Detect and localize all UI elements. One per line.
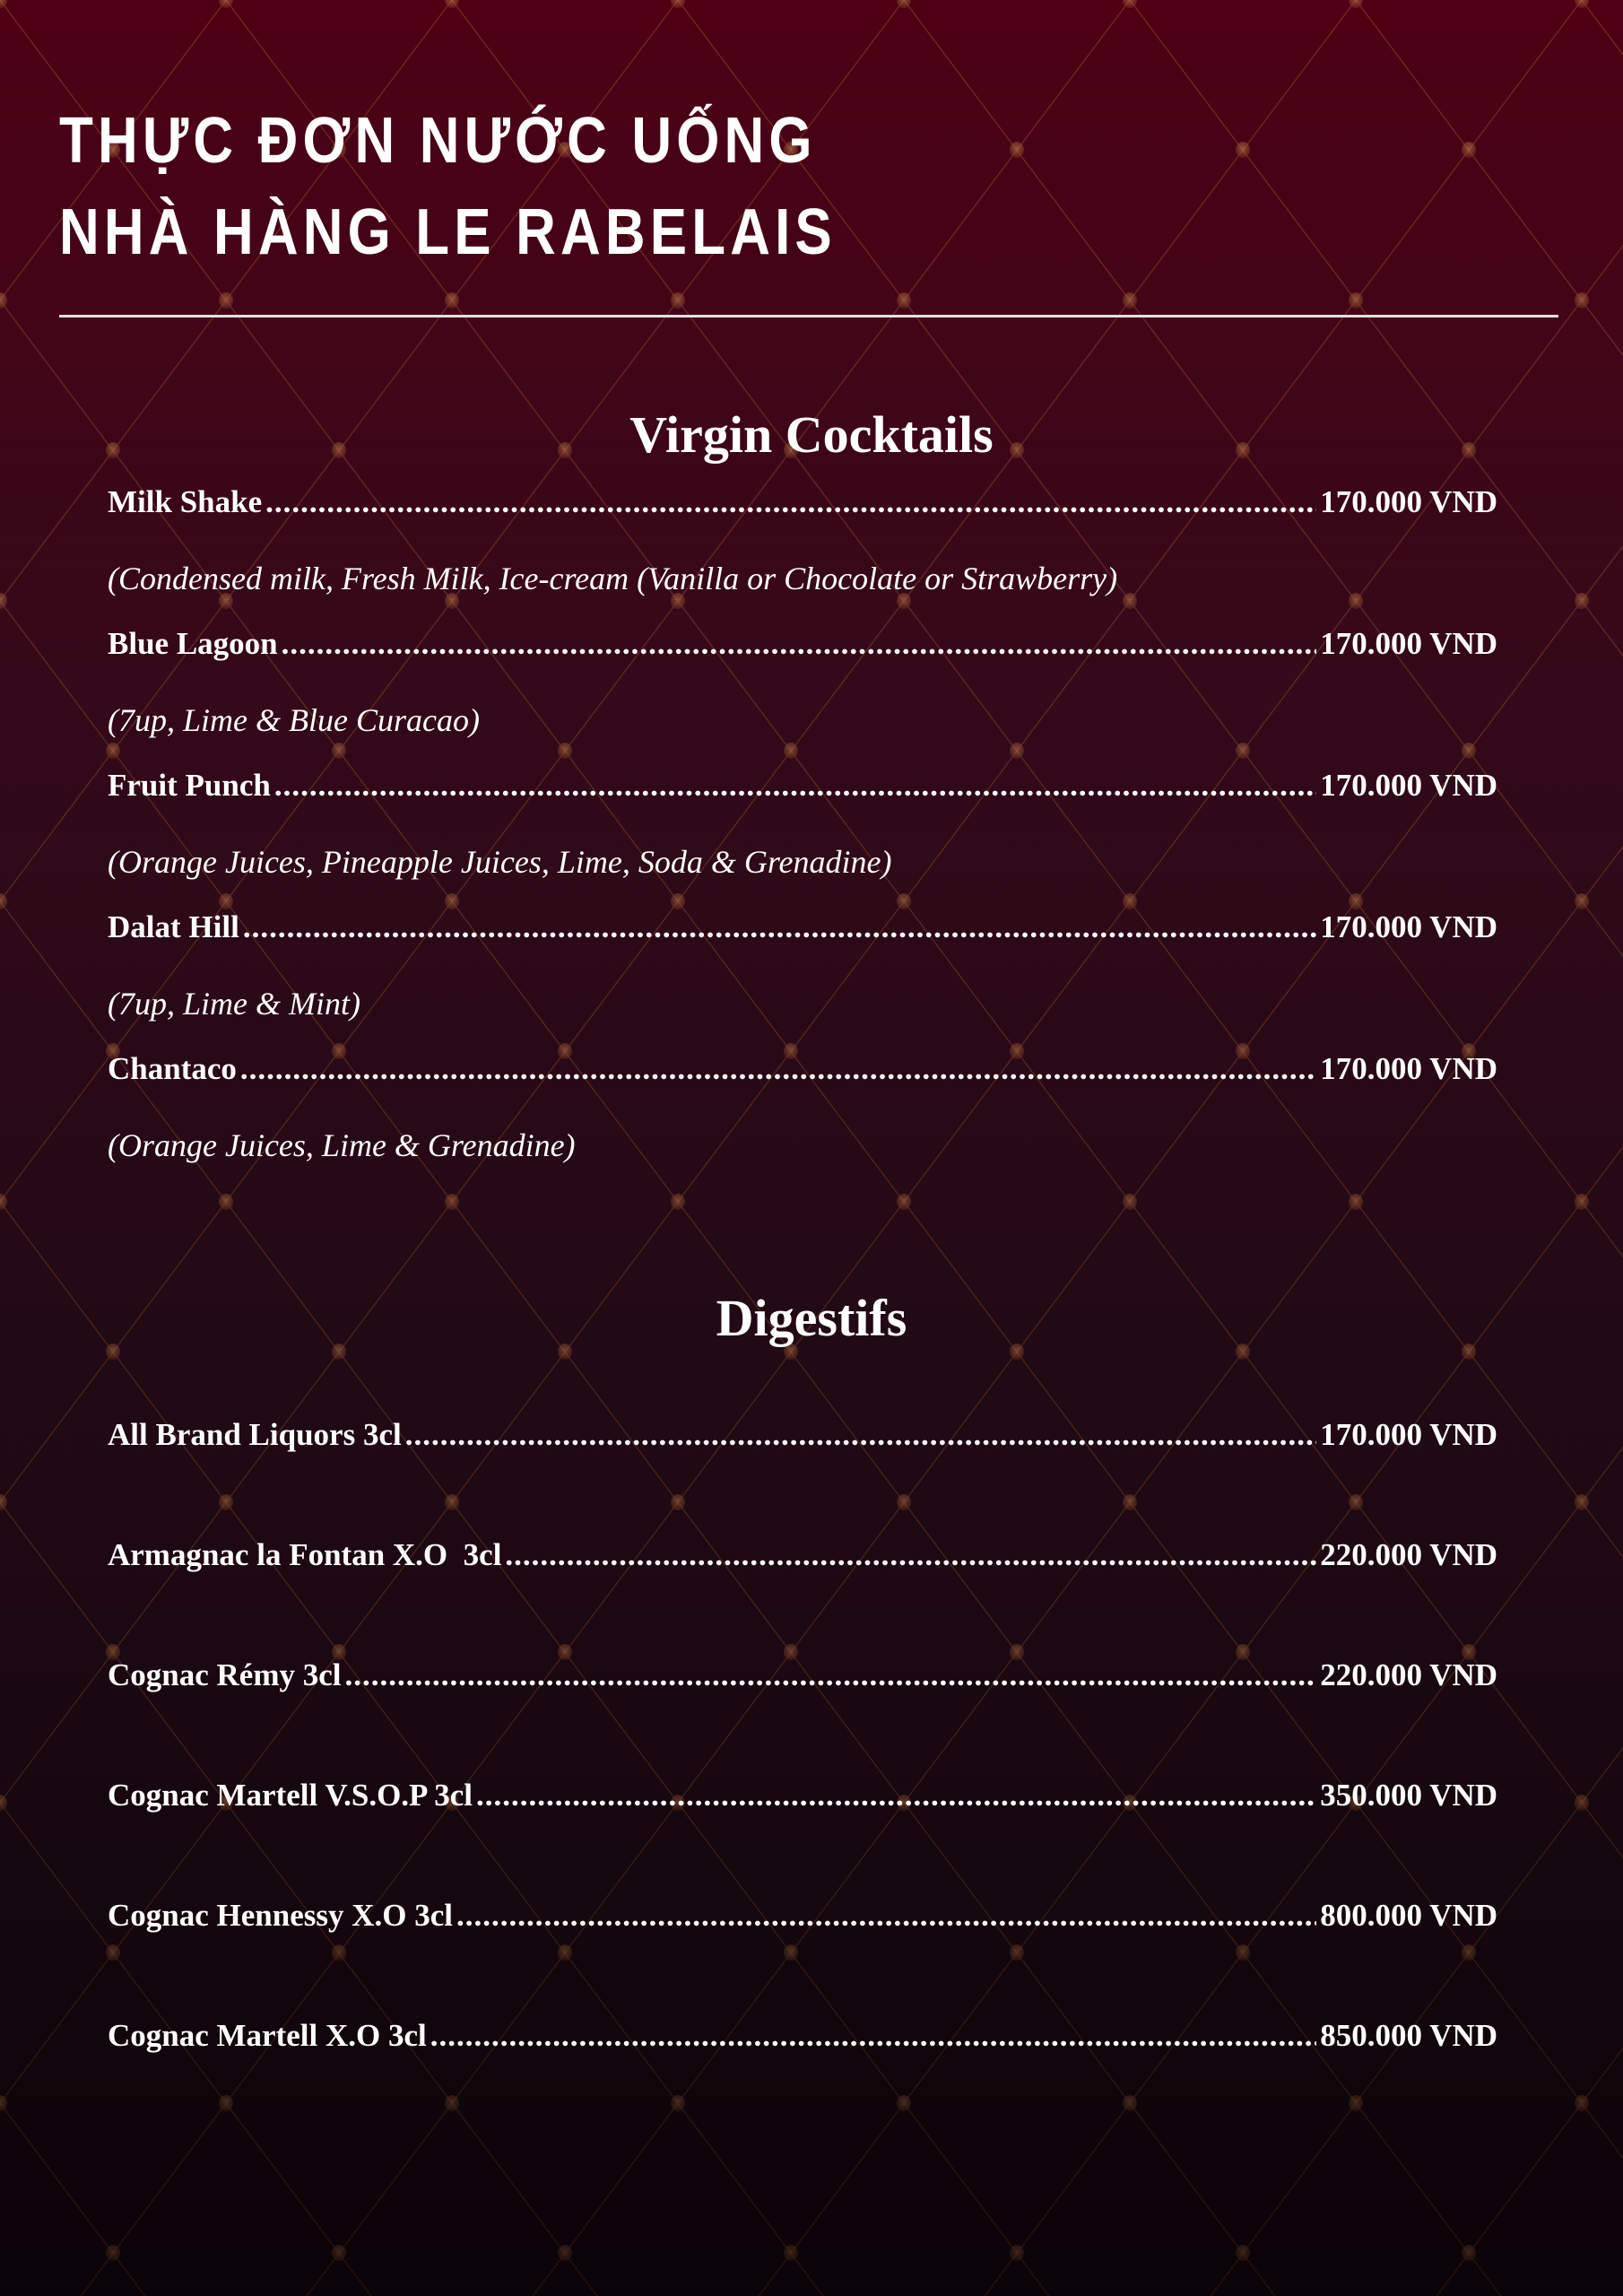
dot-leader	[265, 484, 1316, 520]
item-price: 170.000 VND	[1320, 1051, 1497, 1086]
title-line-1: THỰC ĐƠN NƯỚC UỐNG	[59, 105, 817, 177]
item-name: Armagnac la Fontan X.O 3cl	[108, 1537, 502, 1572]
item-description: (Orange Juices, Lime & Grenadine)	[108, 1127, 576, 1163]
dot-leader	[243, 909, 1316, 945]
menu-title	[59, 95, 837, 278]
dot-leader	[505, 1537, 1316, 1573]
dot-leader	[274, 768, 1316, 804]
item-name: Milk Shake	[108, 484, 263, 519]
item-name: Blue Lagoon	[108, 626, 278, 661]
menu-item	[108, 1778, 1497, 1831]
item-name: Cognac Martell X.O 3cl	[108, 2018, 427, 2053]
item-name: All Brand Liquors 3cl	[108, 1417, 402, 1452]
item-description: (Condensed milk, Fresh Milk, Ice-cream (Vanilla or Chocolate or Strawberry)	[108, 561, 1118, 596]
section-title-digestifs: Digestifs	[716, 1289, 907, 1347]
menu-item	[108, 1657, 1497, 1711]
dot-leader	[240, 1051, 1316, 1087]
section-title-virgin-cocktails: Virgin Cocktails	[629, 405, 994, 464]
item-price: 170.000 VND	[1320, 484, 1497, 519]
menu-item	[108, 1051, 1497, 1105]
item-name: Cognac Rémy 3cl	[108, 1657, 342, 1692]
item-price: 850.000 VND	[1320, 2018, 1497, 2053]
menu-item	[108, 484, 1497, 538]
dot-leader	[456, 1898, 1316, 1934]
item-name: Cognac Martell V.S.O.P 3cl	[108, 1778, 473, 1813]
item-price: 220.000 VND	[1320, 1657, 1497, 1692]
item-name: Dalat Hill	[108, 909, 239, 944]
dot-leader	[282, 626, 1317, 662]
item-name: Chantaco	[108, 1051, 237, 1086]
item-price: 220.000 VND	[1320, 1537, 1497, 1572]
item-price: 170.000 VND	[1320, 768, 1497, 803]
menu-item	[108, 1417, 1497, 1471]
dot-leader	[405, 1417, 1317, 1453]
dot-leader	[476, 1778, 1316, 1813]
title-line-2: NHÀ HÀNG LE RABELAIS	[59, 196, 837, 268]
menu-item	[108, 1898, 1497, 1952]
menu-item	[108, 909, 1497, 963]
menu-item	[108, 768, 1497, 822]
item-name: Cognac Hennessy X.O 3cl	[108, 1898, 453, 1933]
item-description: (7up, Lime & Blue Curacao)	[108, 702, 480, 738]
title-divider	[59, 315, 1558, 317]
dot-leader	[345, 1657, 1317, 1693]
menu-item	[108, 2018, 1497, 2072]
dot-leader	[430, 2018, 1317, 2054]
item-price: 170.000 VND	[1320, 1417, 1497, 1452]
item-price: 800.000 VND	[1320, 1898, 1497, 1933]
item-description: (7up, Lime & Mint)	[108, 986, 360, 1022]
item-price: 170.000 VND	[1320, 909, 1497, 944]
menu-item	[108, 626, 1497, 680]
item-price: 170.000 VND	[1320, 626, 1497, 661]
item-name: Fruit Punch	[108, 768, 271, 803]
item-price: 350.000 VND	[1320, 1778, 1497, 1813]
menu-item	[108, 1537, 1497, 1591]
item-description: (Orange Juices, Pineapple Juices, Lime, Soda & Grenadine)	[108, 844, 892, 880]
